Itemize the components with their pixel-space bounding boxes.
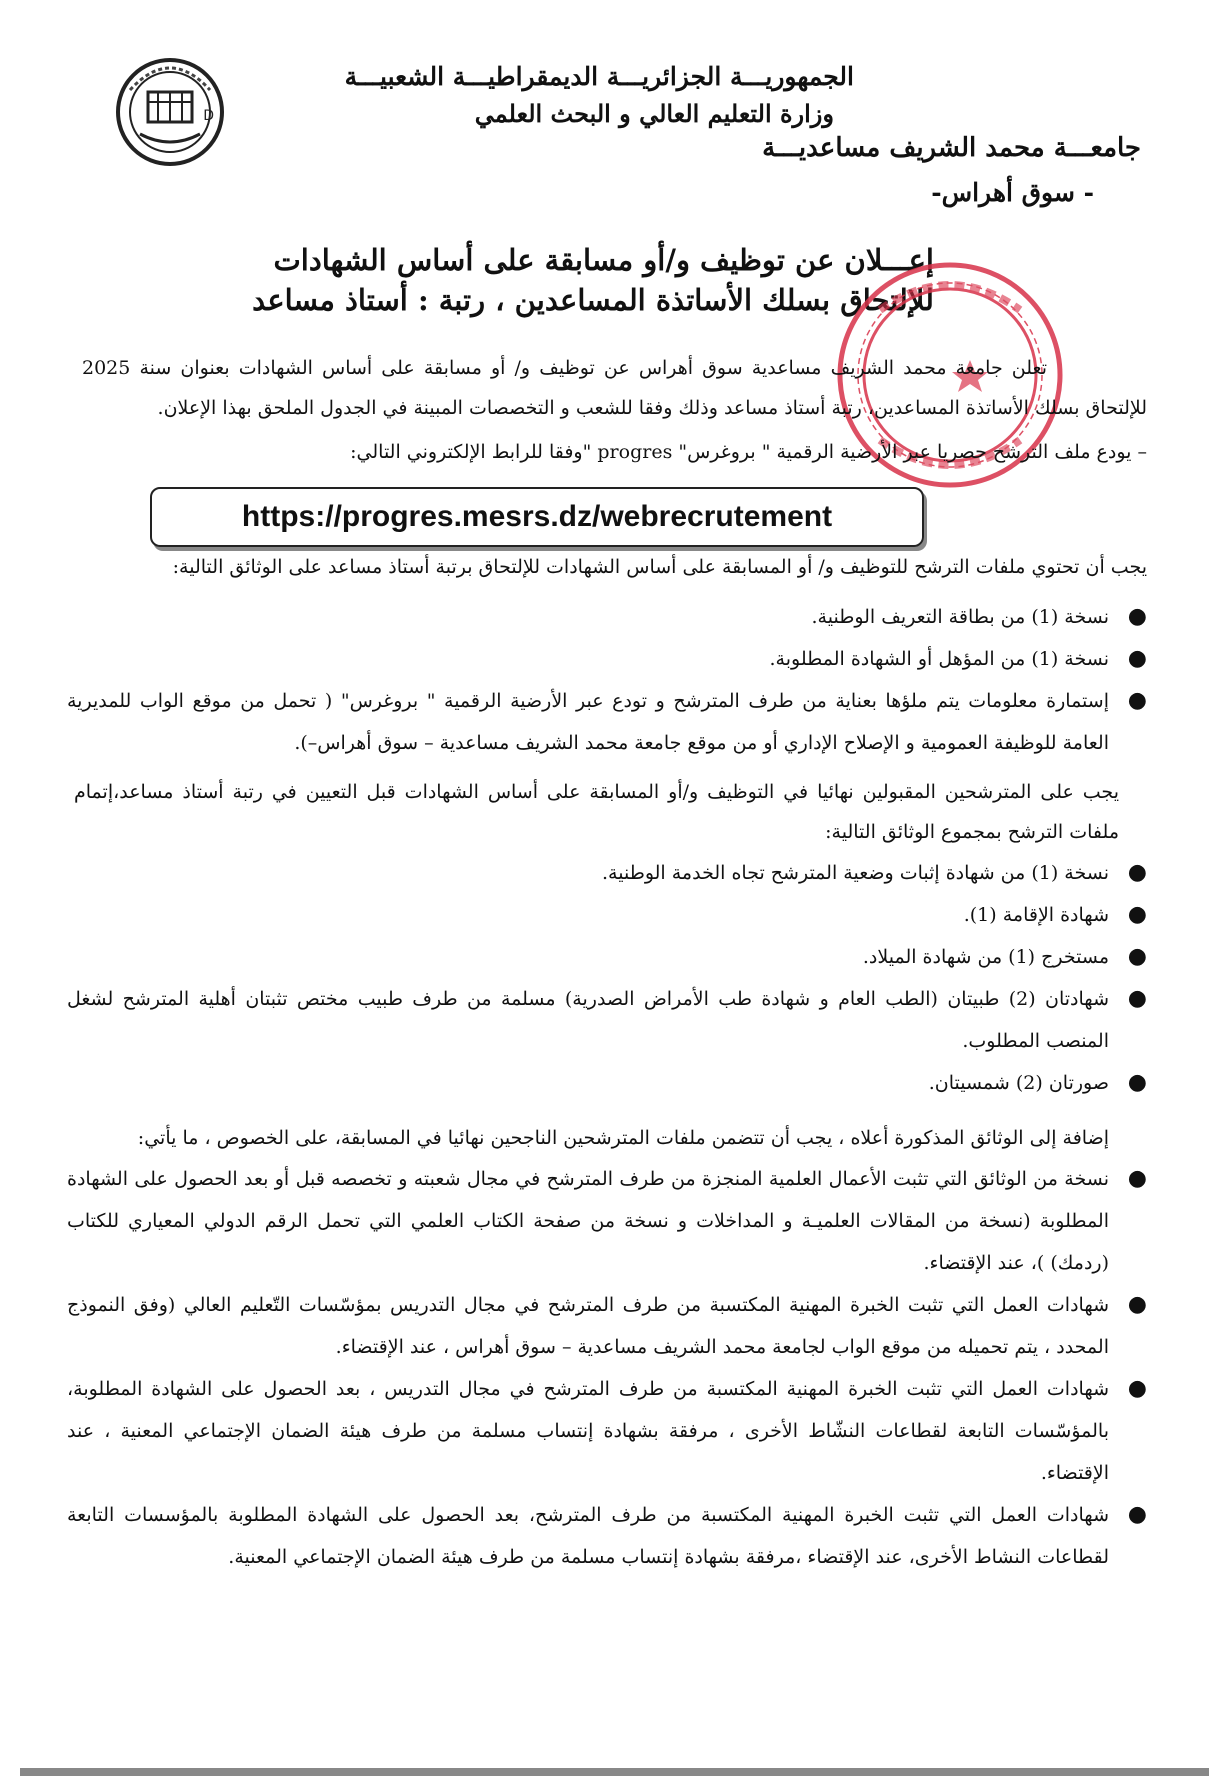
list-item: ● شهادة الإقامة (1).	[67, 894, 1147, 936]
university-name: جامعـــة محمد الشريف مساعديـــة	[762, 133, 1141, 163]
university-city: - سوق أهراس-	[931, 178, 1094, 207]
list-item: ● شهادات العمل التي تثبت الخبرة المهنية المكتسبة من طرف المترشح، بعد الحصول على الشهادة المطلوبة بالمؤسسات التابعة لقطاعات النشاط الأخرى، عند الإقتضاء ،مرفقة بشهادة إنتساب مسلمة من طرف هيئة الضمان الإجتماعي المعنية.	[67, 1494, 1147, 1578]
bullet-icon: ●	[1127, 1166, 1147, 1191]
announcement-title: إعـــلان عن توظيف و/أو مسابقة على أساس الشهادات	[273, 243, 934, 277]
bullet-icon: ●	[1127, 1070, 1147, 1095]
bullet-icon: ●	[1127, 1292, 1147, 1317]
bullet-icon: ●	[1127, 646, 1147, 671]
list-item: ● نسخة من الوثائق التي تثبت الأعمال العلمية المنجزة من طرف المترشح في مجال شعبته و تخصصه قبل أو بعد الحصول على الشهادة المطلوبة (نسخة من المقالات العلميـة و المداخلات و نسخة من صفحة الكتاب العلمي التي تحمل الرقم الدولي المعياري للكتاب (ردمك) )، عند الإقتضاء.	[67, 1158, 1147, 1284]
intro-paragraph: تعلن جامعة محمد الشريف مساعدية سوق أهراس عن توظيف و/ أو مسابقة على أساس الشهادات بعنوان سنة 2025 للإلتحاق بسلك الأساتذة المساعدين، رتبة أستاذ مساعد وذلك وفقا للشعب و التخصصات المبينة في الجدول الملحق بهذا الإعلان.	[82, 357, 1147, 419]
application-link[interactable]: https://progres.mesrs.dz/webrecrutement	[150, 487, 924, 547]
university-seal-icon	[110, 50, 230, 180]
ministry-name: وزارة التعليم العالي و البحث العلمي	[474, 99, 834, 128]
deposit-note: – يودع ملف الترشح حصريا عبر الأرضية الرقمية " بروغرس" progres "وفقا للرابط الإلكتروني التالي:	[350, 441, 1147, 463]
required-documents-list	[67, 596, 1147, 764]
bullet-icon: ●	[1127, 986, 1147, 1011]
bullet-icon: ●	[1127, 860, 1147, 885]
list-item: ● نسخة (1) من بطاقة التعريف الوطنية.	[67, 596, 1147, 638]
list-item: ● شهادتان (2) طبيتان (الطب العام و شهادة طب الأمراض الصدرية) مسلمة من طرف طبيب مختص تثبتان أهلية المترشح لشغل المنصب المطلوب.	[67, 978, 1147, 1062]
winners-note: إضافة إلى الوثائق المذكورة أعلاه ، يجب أن تتضمن ملفات المترشحين الناجحين نهائيا في المسابقة، على الخصوص ، ما يأتي:	[137, 1127, 1109, 1149]
list-item: ● نسخة (1) من شهادة إثبات وضعية المترشح تجاه الخدمة الوطنية.	[67, 852, 1147, 894]
list-item: ● نسخة (1) من المؤهل أو الشهادة المطلوبة.	[67, 638, 1147, 680]
bullet-icon: ●	[1127, 688, 1147, 713]
bullet-icon: ●	[1127, 1502, 1147, 1527]
requirements-intro: يجب أن تحتوي ملفات الترشح للتوظيف و/ أو المسابقة على أساس الشهادات للإلتحاق برتبة أستاذ مساعد على الوثائق التالية:	[172, 556, 1147, 578]
list-item: ● صورتان (2) شمسيتان.	[67, 1062, 1147, 1104]
list-item: ● شهادات العمل التي تثبت الخبرة المهنية المكتسبة من طرف المترشح في مجال التدريس بمؤسّسات التّعليم العالي (وفق النموذج المحدد ، يتم تحميله من موقع الواب لجامعة محمد الشريف مساعدية – سوق أهراس ، عند الإقتضاء.	[67, 1284, 1147, 1368]
winners-documents-list	[67, 1158, 1147, 1578]
list-item: ● مستخرج (1) من شهادة الميلاد.	[67, 936, 1147, 978]
additional-documents-list	[67, 852, 1147, 1104]
announcement-subtitle: للإلتحاق بسلك الأساتذة المساعدين ، رتبة : أستاذ مساعد	[252, 283, 934, 317]
list-item: ● شهادات العمل التي تثبت الخبرة المهنية المكتسبة من طرف المترشح في مجال التدريس ، بعد الحصول على الشهادة المطلوبة، بالمؤسّسات التابعة لقطاعات النشّاط الأخرى ، مرفقة بشهادة إنتساب مسلمة من طرف هيئة الضمان الإجتماعي المعنية ، عند الإقتضاء.	[67, 1368, 1147, 1494]
republic-name: الجمهوريـــة الجزائريـــة الديمقراطيـــة الشعبيـــة	[344, 62, 854, 91]
svg-text:D: D	[203, 108, 214, 124]
bullet-icon: ●	[1127, 944, 1147, 969]
list-item: ● إستمارة معلومات يتم ملؤها بعناية من طرف المترشح و تودع عبر الأرضية الرقمية " بروغرس" ( تحمل من موقع الواب للمديرية العامة للوظيفة العمومية و الإصلاح الإداري أو من موقع جامعة محمد الشريف مساعدية – سوق أهراس–).	[67, 680, 1147, 764]
accepted-candidates-note: يجب على المترشحين المقبولين نهائيا في التوظيف و/أو المسابقة على أساس الشهادات قبل التعيين في رتبة أستاذ مساعد،إتمام ملفات الترشح بمجموع الوثائق التالية:	[74, 781, 1119, 843]
scan-edge-line	[20, 1768, 1209, 1776]
bullet-icon: ●	[1127, 604, 1147, 629]
bullet-icon: ●	[1127, 902, 1147, 927]
bullet-icon: ●	[1127, 1376, 1147, 1401]
